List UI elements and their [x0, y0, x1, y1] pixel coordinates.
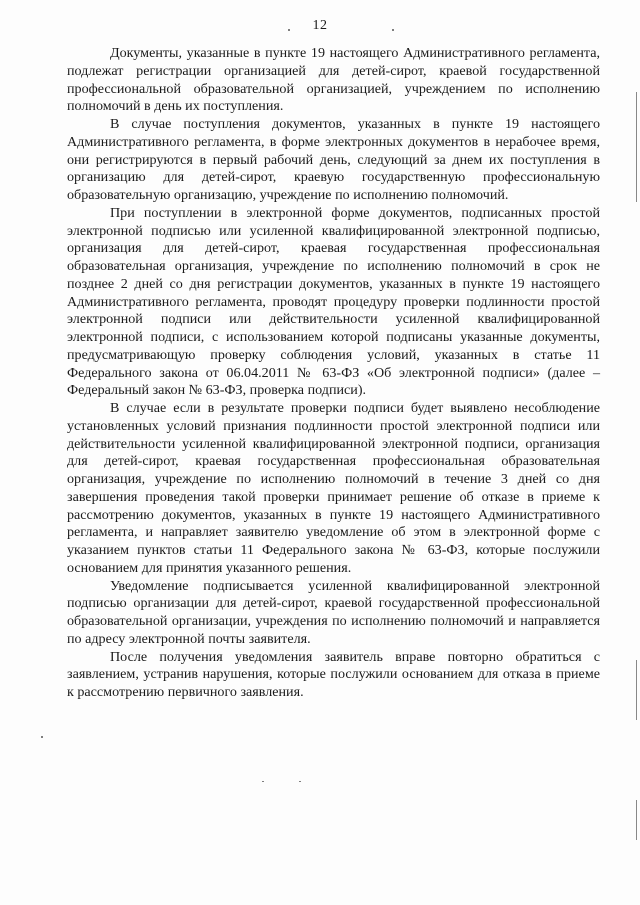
scan-edge-mark [636, 800, 637, 840]
paragraph-refusal: В случае если в результате проверки подписи будет выявлено несоблюдение установленных условий признания подлинности простой электронной подписи или действительности усиленной квалифицированной электронной подписи, организация для детей-сирот, краевая государственная профессиональная образовательная организация, учреждение по исполнению полномочий в течение 3 дней со дня завершения проведения такой проверки принимает решение об отказе в приеме к рассмотрению документов, указанных в пункте 19 настоящего Административного регламента, и направляет заявителю уведомление об этом в электронной форме с указанием пунктов статьи 11 Федерального закона № 63-ФЗ, которые послужили основанием для принятия указанного решения. [67, 400, 600, 576]
scan-edge-mark [636, 92, 637, 202]
scan-speck [41, 736, 43, 738]
paragraph-nonworking-time: В случае поступления документов, указанных в пункте 19 настоящего Административного регламента, в форме электронных документов в нерабочее время, они регистрируются в первый рабочий день, следующий за днем их поступления в организацию для детей-сирот, краевую государственную профессиональную образовательную организацию, учреждение по исполнению полномочий. [67, 116, 600, 203]
paragraph-notification: Уведомление подписывается усиленной квалифицированной электронной подписью организации для детей-сирот, краевой государственной профессиональной образовательной организации, учреждения по исполнению полномочий и направляется по адресу электронной почты заявителя. [67, 577, 600, 647]
scan-speck [392, 29, 394, 31]
scan-edge-mark [636, 660, 637, 720]
scan-speck [299, 781, 301, 782]
paragraph-signature-check: При поступлении в электронной форме документов, подписанных простой электронной подписью или усиленной квалифицированной электронной подписью, организация для детей-сирот, краевая государственная профессиональная образовательная организация, учреждение по исполнению полномочий в срок не позднее 2 дней со дня регистрации документов, указанных в пункте 19 настоящего Административного регламента, проводят процедуру проверки подлинности простой электронной подписи или действительности усиленной квалифицированной электронной подписи, с использованием которой подписаны указанные документы, предусматривающую проверку соблюдения условий, указанных в статье 11 Федерального закона от 06.04.2011 № 63-ФЗ «Об электронной подписи» (далее – Федеральный закон № 63-ФЗ, проверка подписи). [67, 204, 600, 399]
scan-speck [288, 29, 290, 31]
document-body [67, 45, 600, 702]
paragraph-registration: Документы, указанные в пункте 19 настоящего Административного регламента, подлежат регистрации организацией для детей-сирот, краевой государственной профессиональной образовательной организацией, учреждением по исполнению полномочий в день их поступления. [67, 45, 600, 115]
paragraph-resubmission: После получения уведомления заявитель вправе повторно обратиться с заявлением, устранив нарушения, которые послужили основанием для отказа в приеме к рассмотрению первичного заявления. [67, 648, 600, 700]
scan-speck [262, 781, 264, 782]
page-number: 12 [312, 18, 328, 33]
